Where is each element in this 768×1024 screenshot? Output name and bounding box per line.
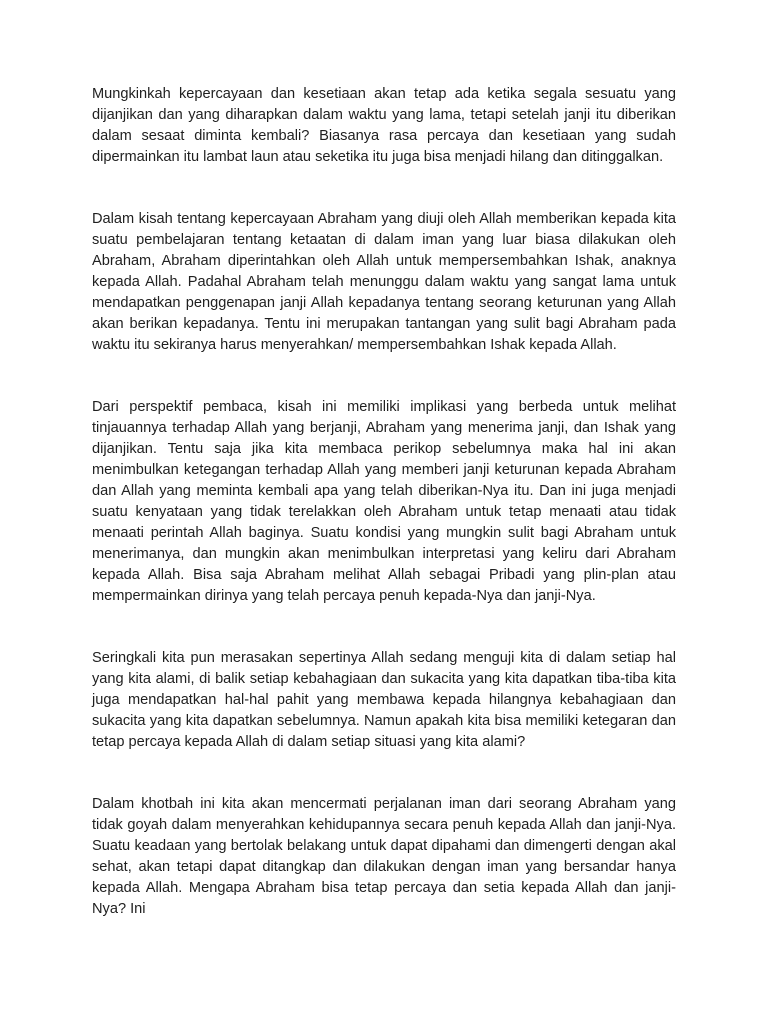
paragraph-2: Dalam kisah tentang kepercayaan Abraham yang diuji oleh Allah memberikan kepada kita suatu pembelajaran tentang ketaatan di dalam iman yang luar biasa dilakukan oleh Abraham, Abraham diperintahkan oleh Allah untuk mempersembahkan Ishak, anaknya kepada Allah. Padahal Abraham telah menunggu dalam waktu yang sangat lama untuk mendapatkan penggenapan janji Allah kepadanya tentang seorang keturunan yang Allah akan berikan kepadanya. Tentu ini merupakan tantangan yang sulit bagi Abraham pada waktu itu sekiranya harus menyerahkan/ mempersembahkan Ishak kepada Allah. bbox=[92, 211, 676, 353]
paragraph-1: Mungkinkah kepercayaan dan kesetiaan akan tetap ada ketika segala sesuatu yang dijanjikan dan yang diharapkan dalam waktu yang lama, tetapi setelah janji itu diberikan dalam sesaat diminta kembali? Biasanya rasa percaya dan kesetiaan yang sudah dipermainkan itu lambat laun atau seketika itu juga bisa menjadi hilang dan ditinggalkan. bbox=[92, 86, 676, 165]
document-text-block bbox=[92, 84, 676, 920]
paragraph-5: Dalam khotbah ini kita akan mencermati perjalanan iman dari seorang Abraham yang tidak goyah dalam menyerahkan kehidupannya secara penuh kepada Allah dan janji-Nya. Suatu keadaan yang bertolak belakang untuk dapat dipahami dan dimengerti dengan akal sehat, akan tetapi dapat ditangkap dan dilakukan dengan iman yang bersandar hanya kepada Allah. Mengapa Abraham bisa tetap percaya dan setia kepada Allah dan janji-Nya? Ini bbox=[92, 796, 676, 917]
paragraph-3: Dari perspektif pembaca, kisah ini memiliki implikasi yang berbeda untuk melihat tinjauannya terhadap Allah yang berjanji, Abraham yang menerima janji, dan Ishak yang dijanjikan. Tentu saja jika kita membaca perikop sebelumnya maka hal ini akan menimbulkan ketegangan terhadap Allah yang memberi janji keturunan kepada Abraham dan Allah yang meminta kembali apa yang telah diberikan-Nya itu. Dan ini juga menjadi suatu kenyataan yang tidak terelakkan oleh Abraham untuk tetap menaati atau tidak menaati perintah Allah baginya. Suatu kondisi yang mungkin sulit bagi Abraham untuk menerimanya, dan mungkin akan menimbulkan interpretasi yang keliru dari Abraham kepada Allah. Bisa saja Abraham melihat Allah sebagai Pribadi yang plin-plan atau mempermainkan dirinya yang telah percaya penuh kepada-Nya dan janji-Nya. bbox=[92, 399, 676, 604]
paragraph-4: Seringkali kita pun merasakan sepertinya Allah sedang menguji kita di dalam setiap hal yang kita alami, di balik setiap kebahagiaan dan sukacita yang kita dapatkan tiba-tiba kita juga mendapatkan hal-hal pahit yang membawa kepada hilangnya kebahagiaan dan sukacita yang kita dapatkan sebelumnya. Namun apakah kita bisa memiliki ketegaran dan tetap percaya kepada Allah di dalam setiap situasi yang kita alami? bbox=[92, 650, 676, 750]
